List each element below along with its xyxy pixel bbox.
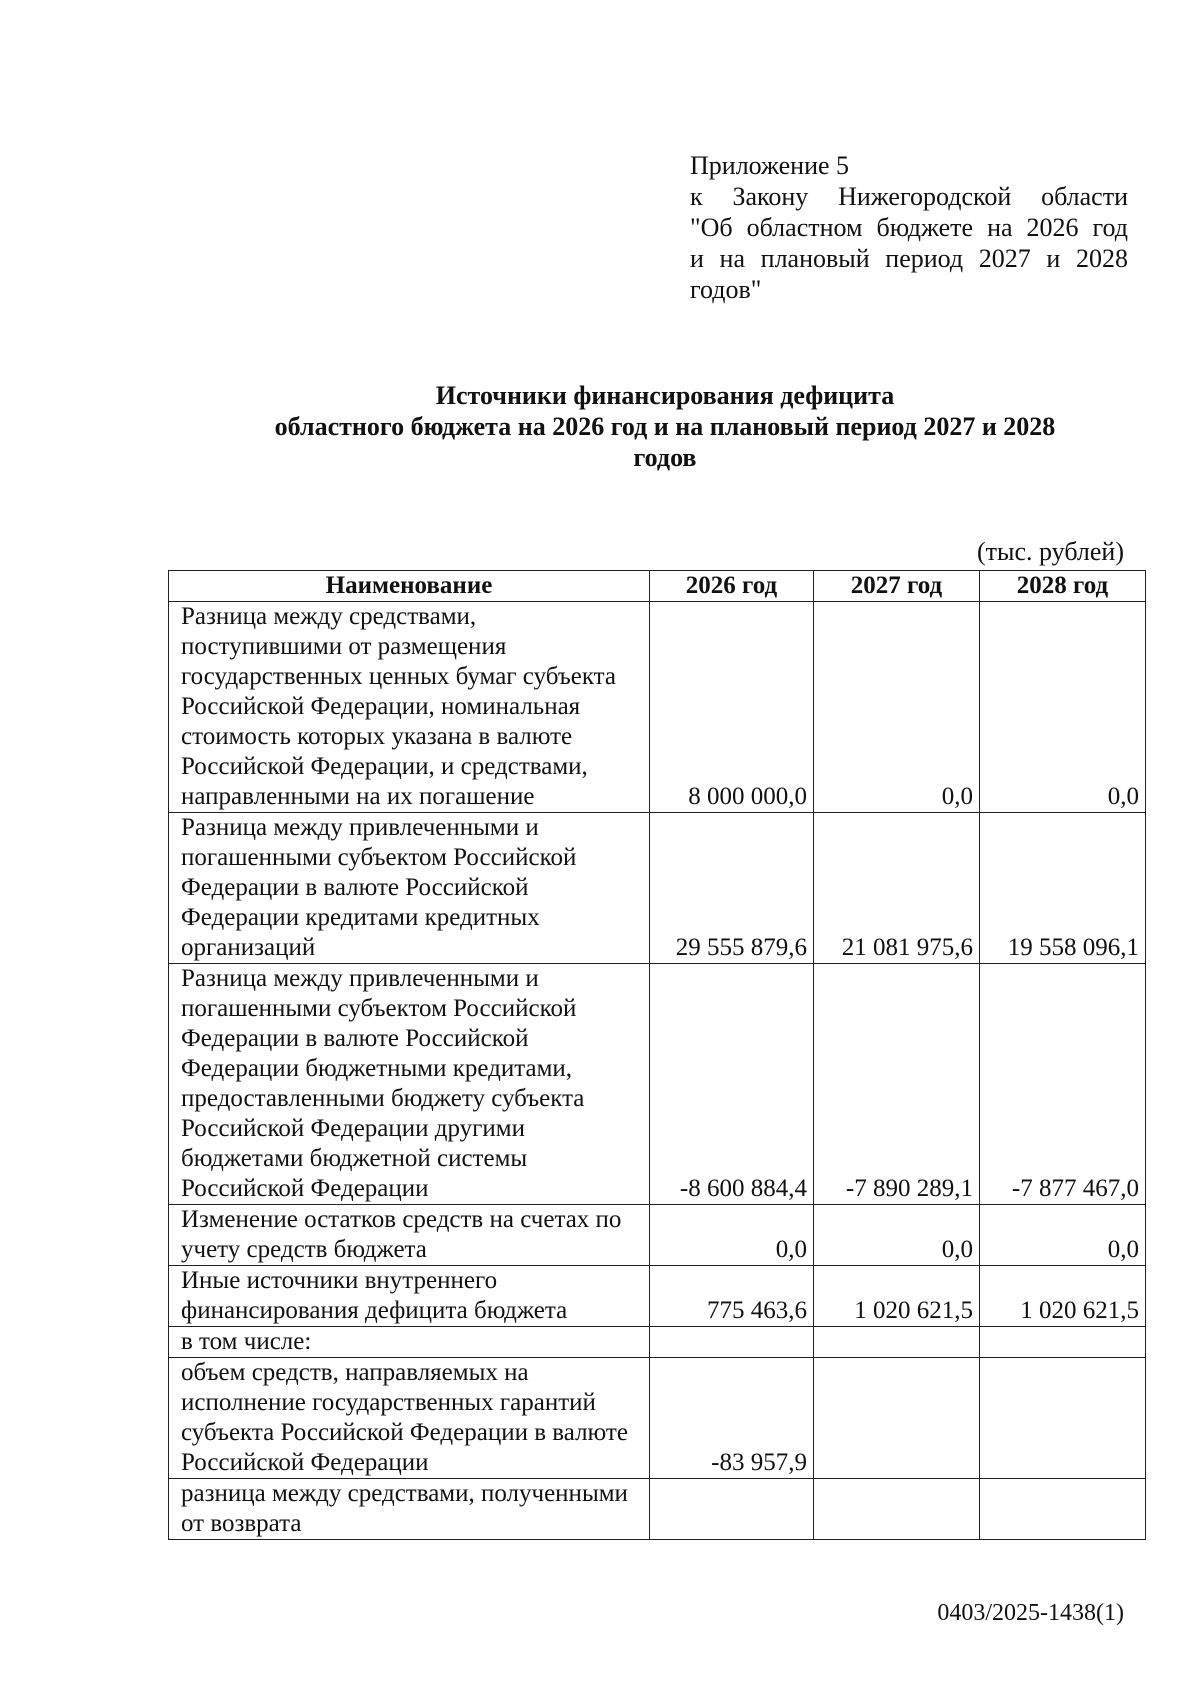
row-value-2027: [814, 1358, 980, 1479]
row-value-2027: 21 081 975,6: [814, 813, 980, 964]
row-value-2028: 0,0: [980, 1205, 1146, 1266]
row-name: Разница между привлеченными и погашенными субъектом Российской Федерации в валюте Российской Федерации кредитами кредитных организаций: [169, 813, 650, 964]
row-value-2028: 19 558 096,1: [980, 813, 1146, 964]
title-line-2: областного бюджета на 2026 год и на плановый период 2027 и 2028: [274, 412, 1056, 441]
row-value-2026: -83 957,9: [650, 1358, 814, 1479]
title-line-1: Источники финансирования дефицита: [435, 381, 895, 410]
table-row: [169, 1358, 1146, 1479]
row-value-2026: [650, 1327, 814, 1358]
header-2028: 2028 год: [980, 571, 1146, 602]
row-value-2027: [814, 1327, 980, 1358]
appendix-law-title-3: годов": [690, 275, 762, 304]
table-row: [169, 964, 1146, 1205]
table-row: [169, 1327, 1146, 1358]
header-2026: 2026 год: [650, 571, 814, 602]
row-name: Разница между средствами, поступившими от размещения государственных ценных бумаг субъекта Российской Федерации, номинальная стоимость которых указана в валюте Российской Федерации, и средствами, направленными на их погашение: [169, 602, 650, 813]
row-value-2028: [980, 1479, 1146, 1540]
row-name: в том числе:: [169, 1327, 650, 1358]
row-value-2026: [650, 1479, 814, 1540]
row-value-2026: 29 555 879,6: [650, 813, 814, 964]
financing-sources-table: [168, 570, 1146, 1540]
row-value-2027: [814, 1479, 980, 1540]
row-name: Разница между привлеченными и погашенными субъектом Российской Федерации в валюте Российской Федерации бюджетными кредитами, предоставленными бюджету субъекта Российской Федерации другими бюджетами бюджетной системы Российской Федерации: [169, 964, 650, 1205]
row-value-2026: 8 000 000,0: [650, 602, 814, 813]
appendix-law-title-2: и на плановый период 2027 и 2028: [690, 244, 1128, 273]
row-value-2027: 0,0: [814, 1205, 980, 1266]
title-line-3: годов: [633, 443, 697, 472]
appendix-law-title-1: "Об областном бюджете на 2026 год: [690, 213, 1128, 242]
table-row: [169, 602, 1146, 813]
row-value-2027: 0,0: [814, 602, 980, 813]
row-value-2028: [980, 1327, 1146, 1358]
row-value-2026: 775 463,6: [650, 1266, 814, 1327]
appendix-number: Приложение 5: [690, 151, 850, 180]
row-name: разница между средствами, полученными от возврата: [169, 1479, 650, 1540]
appendix-block: [690, 150, 1128, 305]
row-value-2026: 0,0: [650, 1205, 814, 1266]
table-row: [169, 1266, 1146, 1327]
document-code: 0403/2025-1438(1): [937, 1600, 1124, 1626]
row-name: Изменение остатков средств на счетах по учету средств бюджета: [169, 1205, 650, 1266]
table-row: [169, 1205, 1146, 1266]
row-value-2028: [980, 1358, 1146, 1479]
units-label: (тыс. рублей): [976, 537, 1124, 566]
row-value-2028: -7 877 467,0: [980, 964, 1146, 1205]
row-value-2027: -7 890 289,1: [814, 964, 980, 1205]
row-name: Иные источники внутреннего финансирования дефицита бюджета: [169, 1266, 650, 1327]
table-row: [169, 813, 1146, 964]
header-2027: 2027 год: [814, 571, 980, 602]
table-row: [169, 1479, 1146, 1540]
row-value-2028: 1 020 621,5: [980, 1266, 1146, 1327]
table-header-row: [169, 571, 1146, 602]
row-value-2026: -8 600 884,4: [650, 964, 814, 1205]
row-name: объем средств, направляемых на исполнение государственных гарантий субъекта Российской Федерации в валюте Российской Федерации: [169, 1358, 650, 1479]
row-value-2028: 0,0: [980, 602, 1146, 813]
document-title: [160, 380, 1170, 473]
row-value-2027: 1 020 621,5: [814, 1266, 980, 1327]
header-name: Наименование: [169, 571, 650, 602]
appendix-law-ref: к Закону Нижегородской области: [690, 182, 1128, 211]
